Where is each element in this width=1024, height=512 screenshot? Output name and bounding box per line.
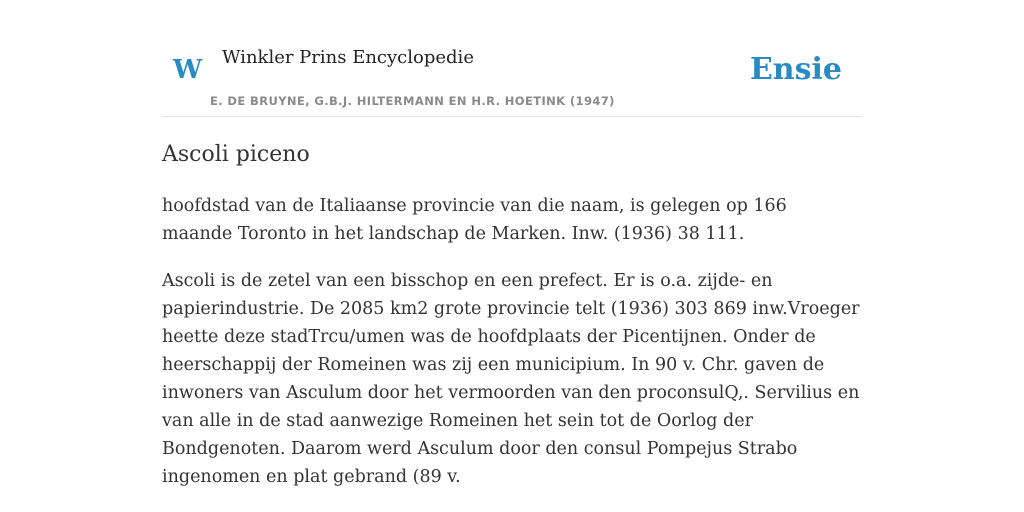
article-title: Ascoli piceno — [162, 142, 310, 167]
winkler-prins-logo[interactable]: W — [173, 55, 203, 85]
article-paragraph: Ascoli is de zetel van een bisschop en een prefect. Er is o.a. zijde- en papierindustrie. De 2085 km2 grote provincie telt (1936) 303 869 inw.Vroeger heette deze stadTrcu/umen was de hoofdplaats der Picentijnen. Onder de heerschappij der Romeinen was zij een municipium. In 90 v. Chr. gaven de inwoners van Asculum door het vermoorden van den proconsulQ,. Servilius en van alle in de stad aanwezige Romeinen het sein tot de Oorlog der Bondgenoten. Daarom werd Asculum door den consul Pompejus Strabo ingenomen en plat gebrand (89 v. — [162, 271, 860, 487]
authors-line: E. DE BRUYNE, G.B.J. HILTERMANN EN H.R. HOETINK (1947) — [210, 94, 615, 108]
ensie-logo[interactable]: Ensie — [749, 52, 842, 87]
publication-title[interactable]: Winkler Prins Encyclopedie — [222, 47, 474, 68]
article-paragraph: hoofdstad van de Italiaanse provincie van die naam, is gelegen op 166 maande Toronto in het landschap de Marken. Inw. (1936) 38 111. — [162, 196, 787, 244]
article-body — [162, 192, 862, 510]
encyclopedia-header — [162, 38, 862, 117]
